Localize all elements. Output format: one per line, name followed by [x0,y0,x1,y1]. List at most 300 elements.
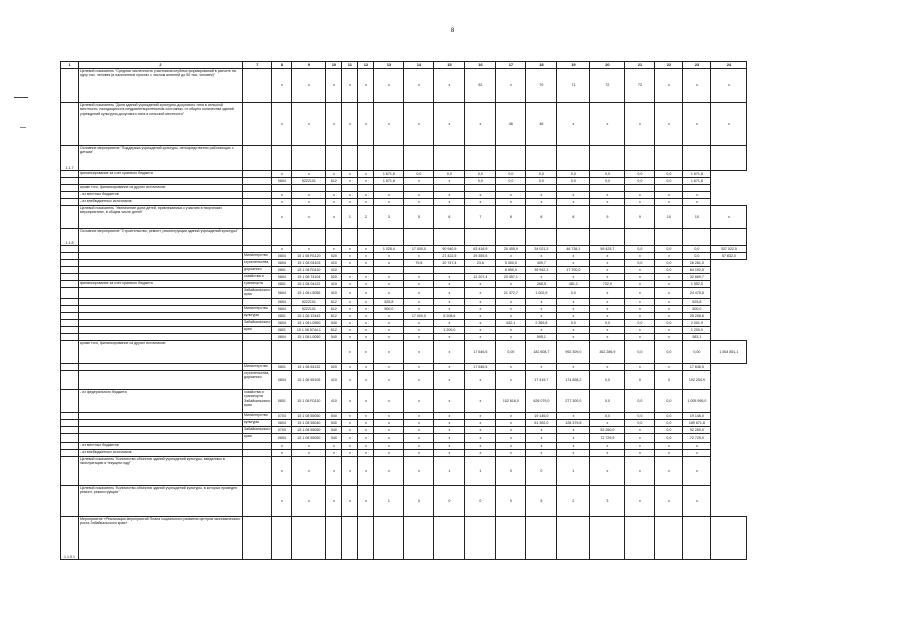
table-cell: x [526,434,557,443]
table-cell: x [292,171,326,178]
margin-mark [14,97,28,98]
table-cell: x [434,371,465,390]
table-cell: x [326,450,342,457]
table-cell: 0801 [272,390,292,413]
table-cell [243,443,272,450]
table-cell: транспорта [243,281,272,288]
table-cell: 0 [434,486,465,517]
table-cell: x [625,334,655,341]
table-cell: 540 [326,334,342,341]
table-row [61,320,747,327]
table-cell: Министерство [243,364,272,371]
table-cell [358,517,374,560]
table-cell: x [557,327,590,334]
table-cell: x [358,420,374,427]
table-cell: 0,0 [590,413,625,420]
table-cell: x [292,450,326,457]
table-cell: x [434,103,465,146]
table-cell [243,192,272,199]
table-cell [243,146,272,171]
table-cell: 0,0 [683,253,711,260]
table-cell: 19 146,0 [526,413,557,420]
table-cell: x [557,199,590,206]
row-number [61,171,79,178]
table-cell: 0,0 [625,420,655,427]
table-cell [243,517,272,560]
table-cell: 174 898,2 [557,371,590,390]
table-cell: 2 [358,206,374,229]
table-cell: 410 [326,260,342,267]
table-cell: 6 550,0 [496,267,526,274]
row-number [61,274,79,281]
row-number [61,371,79,390]
table-cell: x [358,413,374,420]
page-number: 8 [450,28,455,34]
table-cell: x [590,450,625,457]
header-cell: 16 [465,62,496,69]
table-cell: 26 261,0 [683,260,711,267]
row-description: Основное мероприятие "Поддержка учреждений культуры, непосредственно работающих с детьми" [79,146,243,171]
table-cell: 362 286,9 [590,341,625,364]
table-cell: x [358,313,374,320]
table-cell: 0,0 [590,171,625,178]
table-cell: x [326,192,342,199]
table-cell: x [404,299,434,306]
table-cell: x [557,260,590,267]
table-cell: x [655,313,683,320]
table-cell: x [374,341,404,364]
table-cell: 1 [557,457,590,486]
row-number [61,299,79,306]
table-cell: x [358,334,374,341]
table-cell: 5 [526,486,557,517]
table-cell: x [342,420,358,427]
table-cell: x [683,457,711,486]
table-cell: x [590,327,625,334]
table-cell: 0,0 [590,371,625,390]
table-cell: 15 1 08 74104 [292,274,326,281]
table-cell: Забайкальского [243,320,272,327]
table-cell: x [496,427,526,434]
table-cell [655,229,683,246]
table-cell: x [358,371,374,390]
table-cell: 72 729,9 [683,434,711,443]
table-cell: 612 [326,299,342,306]
table-row [61,171,747,178]
table-cell: 25 208,6 [683,313,711,320]
table-cell: x [526,313,557,320]
table-cell: 0,0 [404,171,434,178]
table-cell: 63 416,9 [465,246,496,253]
table-cell [683,229,711,246]
table-cell: x [342,260,358,267]
table-cell [655,185,683,192]
table-cell: x [590,274,625,281]
table-cell: 0,0 [655,178,683,185]
table-cell: 0804 [272,420,292,427]
table-cell: 20 747,4 [434,260,465,267]
table-cell: x [711,69,747,103]
table-cell: x [557,313,590,320]
table-cell: x [590,288,625,299]
table-cell: x [625,192,655,199]
table-cell: 8 [526,206,557,229]
table-cell: x [465,299,496,306]
table-cell: x [557,334,590,341]
table-cell: 39 942,1 [526,267,557,274]
table-cell: 15 1 08 R1120 [292,253,326,260]
table-cell: x [434,341,465,364]
table-cell: x [358,390,374,413]
header-cell: 7 [243,62,272,69]
table-cell: 17 419,7 [526,371,557,390]
header-row [61,62,747,69]
table-cell: 46 [496,103,526,146]
table-cell: x [272,443,292,450]
table-cell: x [496,313,526,320]
table-cell: x [434,427,465,434]
table-cell: x [374,420,404,427]
table-cell: 410 [326,281,342,288]
table-cell [404,229,434,246]
table-cell: 15 1 08 L0950 [292,320,326,327]
table-cell [496,517,526,560]
table-cell: 15 1 08 L0050 [292,334,326,341]
table-cell: x [590,267,625,274]
table-cell [434,146,465,171]
table-row [61,192,747,199]
table-cell: x [404,434,434,443]
table-cell [557,185,590,192]
table-cell: 0,0 [557,288,590,299]
table-cell [342,517,358,560]
table-cell: 0,0 [655,246,683,253]
table-cell: x [342,341,358,364]
table-cell: x [526,274,557,281]
table-cell: x [496,199,526,206]
table-cell [465,229,496,246]
table-cell [342,146,358,171]
row-number [61,267,79,274]
table-cell [434,517,465,560]
table-cell: 90 940,9 [434,246,465,253]
table-cell: 583,1 [683,334,711,341]
table-cell: x [655,288,683,299]
table-cell: x [655,299,683,306]
table-cell [292,185,326,192]
table-cell: x [342,253,358,260]
table-cell [711,229,747,246]
table-cell: x [342,413,358,420]
table-cell: x [326,246,342,253]
table-row [61,267,747,274]
table-cell: 46 738,1 [557,246,590,253]
row-number [61,334,79,341]
table-cell: x [358,450,374,457]
row-description: Мероприятие «Реализация мероприятий Плана социального развития центров экономического роста Забайкальского края» [79,517,243,560]
row-number [61,390,79,413]
row-number [61,253,79,260]
table-cell: 5 [404,206,434,229]
table-cell: x [374,253,404,260]
table-cell: x [465,434,496,443]
row-number [61,246,79,253]
table-cell: x [272,457,292,486]
table-cell: 27 422,5 [434,253,465,260]
table-cell: 128 379,8 [557,420,590,427]
row-description [79,178,243,185]
table-cell [243,229,272,246]
table-cell: x [326,486,342,517]
table-cell: x [404,341,434,364]
table-cell: 612 [326,306,342,313]
row-description [79,260,243,267]
table-cell: x [465,413,496,420]
table-cell: x [465,199,496,206]
table-cell: x [342,434,358,443]
table-cell: x [358,364,374,371]
table-cell: x [434,320,465,327]
table-cell: 992 309,0 [557,341,590,364]
table-cell: 0,0 [625,246,655,253]
table-cell: x [655,199,683,206]
table-cell: x [404,413,434,420]
table-cell: 3 [374,206,404,229]
table-cell [557,517,590,560]
table-cell: 15 1 08 54132 [292,364,326,371]
table-row [61,69,747,103]
table-cell: 15 1 08 55050 [292,427,326,434]
table-cell: x [404,281,434,288]
table-cell: x [374,457,404,486]
table-cell: x [342,364,358,371]
table-cell: 500,0 [683,306,711,313]
row-description: финансирование за счет краевого бюджета [79,171,243,178]
table-cell: 1 [374,486,404,517]
table-cell: 182 608,7 [526,341,557,364]
table-cell: 59 425,7 [590,246,625,253]
row-number [61,420,79,427]
table-cell: x [590,443,625,450]
table-cell: x [326,443,342,450]
table-cell: x [374,260,404,267]
table-cell: x [404,334,434,341]
table-cell: 8 208,6 [434,313,465,320]
table-cell: x [434,69,465,103]
row-number [61,320,79,327]
row-number [61,413,79,420]
header-cell: 1 [61,62,79,69]
table-cell: x [342,486,358,517]
table-cell [292,341,326,364]
table-cell: 595,1 [526,334,557,341]
table-cell: x [434,334,465,341]
table-cell: x [434,299,465,306]
table-cell: x [496,443,526,450]
table-cell: x [590,199,625,206]
table-cell: 9 [625,206,655,229]
table-cell: x [655,253,683,260]
table-cell: x [342,69,358,103]
table-row [61,178,747,185]
table-cell: x [358,434,374,443]
table-cell [465,267,496,274]
table-cell: x [326,69,342,103]
row-description: Целевой показатель "Количество объектов зданий учреждений культуры, в которых проведен ремонт, реконструкция" [79,486,243,517]
table-cell: x [358,427,374,434]
table-cell: 0,00 [496,341,526,364]
table-cell: x [374,427,404,434]
table-cell: x [342,246,358,253]
table-row [61,486,747,517]
table-cell: x [342,103,358,146]
table-cell: x [404,199,434,206]
row-description: Основное мероприятие "Строительство, ремонт, реконструкция зданий учреждений культуры" [79,229,243,246]
table-cell [243,171,272,178]
table-cell: 0,0 [496,171,526,178]
table-cell [496,185,526,192]
header-cell: 13 [374,62,404,69]
table-cell: x [434,178,465,185]
table-cell: x [358,306,374,313]
table-cell [243,246,272,253]
table-cell: 17 700,0 [557,267,590,274]
row-number [61,313,79,320]
table-cell [272,341,292,364]
table-cell [625,229,655,246]
table-cell: x [326,171,342,178]
table-cell: 0,0 [526,178,557,185]
table-cell: x [496,192,526,199]
row-number [61,486,79,517]
table-cell: x [404,288,434,299]
table-cell: 410 [326,267,342,274]
table-cell [404,185,434,192]
table-cell: 0801 [272,267,292,274]
table-cell [292,229,326,246]
row-number [61,327,79,334]
table-cell: x [557,274,590,281]
table-cell: x [465,281,496,288]
table-cell [243,341,272,364]
table-cell: x [434,274,465,281]
table-row [61,306,747,313]
table-cell: x [683,450,711,457]
table-cell [326,146,342,171]
table-cell: x [358,103,374,146]
table-cell: x [625,364,655,371]
table-cell: 0703 [272,413,292,420]
table-cell: x [358,192,374,199]
table-cell: 10 [683,206,711,229]
table-cell: 1 671,8 [374,171,404,178]
table-cell: 8 [557,206,590,229]
table-cell: x [374,371,404,390]
table-cell: 1 [434,457,465,486]
table-cell: x [358,253,374,260]
row-number [61,260,79,267]
table-row [61,281,747,288]
table-cell: 612 [326,313,342,320]
table-cell: 32 669,7 [683,274,711,281]
table-cell: x [625,199,655,206]
table-cell: 0,0 [625,320,655,327]
table-cell: 6 [434,206,465,229]
table-cell: x [374,281,404,288]
table-cell: x [404,306,434,313]
table-cell: x [358,443,374,450]
table-cell: x [342,320,358,327]
table-cell [683,185,711,192]
table-cell: x [272,171,292,178]
row-number [61,206,79,229]
table-cell: x [358,260,374,267]
table-cell: края [243,327,272,334]
table-cell: x [404,364,434,371]
table-cell [404,517,434,560]
table-cell: x [496,334,526,341]
table-cell [711,146,747,171]
table-cell: x [625,306,655,313]
table-cell [272,517,292,560]
row-number [61,434,79,443]
table-cell: дорожного [243,267,272,274]
table-cell: 410 [326,371,342,390]
table-cell: x [655,327,683,334]
table-cell: x [557,427,590,434]
table-cell [272,146,292,171]
table-cell: x [465,334,496,341]
table-cell: x [683,103,711,146]
row-description: Целевой показатель "Доля зданий учреждений культурно-досугового типа в сельской местности, находящихся в неудовлетворительном состоянии, от общего количества зданий учреждений культурно-досугового типа в сельской местности" [79,103,243,146]
table-cell: 0,0 [655,427,683,434]
table-cell: 0,0 [625,260,655,267]
table-cell: 0,0 [526,171,557,178]
table-cell: x [496,413,526,420]
table-cell: 0,0 [625,171,655,178]
table-cell: x [342,299,358,306]
table-cell: x [655,69,683,103]
row-description: - из внебюджетных источников [79,199,243,206]
row-description [79,246,243,253]
table-cell: 24 475,6 [683,288,711,299]
table-row [61,341,747,364]
table-cell: x [625,253,655,260]
table-cell: x [557,253,590,260]
table-cell: x [404,390,434,413]
table-cell: x [496,69,526,103]
table-cell: x [465,450,496,457]
table-cell: x [465,327,496,334]
table-cell: 2 001,9 [683,320,711,327]
row-number [61,192,79,199]
table-cell [358,267,374,274]
table-cell: 0804 [272,334,292,341]
table-row [61,246,747,253]
table-cell [374,517,404,560]
table-row [61,199,747,206]
table-cell: x [625,427,655,434]
table-cell: 0801 [272,313,292,320]
table-cell: x [590,306,625,313]
table-cell: x [358,178,374,185]
table-cell: x [557,413,590,420]
table-cell: x [404,274,434,281]
row-description [79,327,243,334]
table-cell: 17 000,0 [404,246,434,253]
table-cell: x [326,206,342,229]
table-cell [326,517,342,560]
